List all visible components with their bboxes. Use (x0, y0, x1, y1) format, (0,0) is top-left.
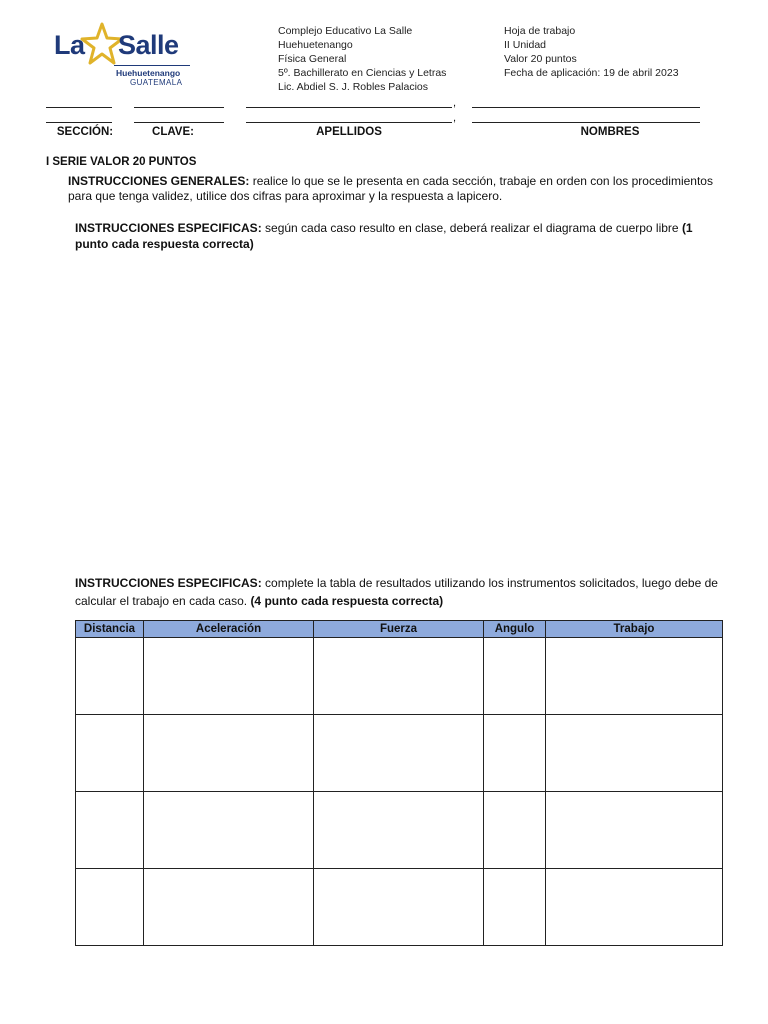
school-name: Complejo Educativo La Salle (278, 25, 413, 37)
diagram-answer-area[interactable] (75, 262, 722, 562)
aceleracion-cell[interactable] (144, 792, 314, 869)
angulo-cell[interactable] (484, 792, 546, 869)
sheet-type: Hoja de trabajo (504, 25, 576, 37)
logo-country: GUATEMALA (130, 78, 183, 87)
sheet-unit: II Unidad (504, 39, 547, 51)
clave-line-2[interactable] (134, 122, 224, 123)
specific-instructions-2 (75, 574, 725, 610)
results-table (75, 620, 723, 946)
table-row (76, 792, 723, 869)
distancia-cell[interactable] (76, 638, 144, 715)
school-city: Huehuetenango (278, 39, 353, 51)
apellidos-comma-2: , (453, 112, 457, 124)
column-header-angulo: Angulo (484, 621, 546, 638)
logo-city: Huehuetenango (116, 68, 181, 78)
table-row (76, 715, 723, 792)
sheet-date: Fecha de aplicación: 19 de abril 2023 (504, 67, 679, 79)
la-salle-logo (52, 22, 192, 92)
fuerza-cell[interactable] (314, 792, 484, 869)
clave-line-1[interactable] (134, 107, 224, 108)
nombres-label: NOMBRES (580, 126, 640, 138)
trabajo-cell[interactable] (546, 869, 723, 946)
fuerza-cell[interactable] (314, 869, 484, 946)
course-name: Física General (278, 53, 347, 65)
specific-instructions-1-label: INSTRUCCIONES ESPECIFICAS: (75, 221, 262, 235)
angulo-cell[interactable] (484, 869, 546, 946)
table-row (76, 869, 723, 946)
distancia-cell[interactable] (76, 792, 144, 869)
fuerza-cell[interactable] (314, 715, 484, 792)
column-header-aceleracion: Aceleración (144, 621, 314, 638)
angulo-cell[interactable] (484, 638, 546, 715)
seccion-line-2[interactable] (46, 122, 112, 123)
distancia-cell[interactable] (76, 869, 144, 946)
specific-instructions-1 (75, 220, 715, 252)
trabajo-cell[interactable] (546, 792, 723, 869)
nombres-line-1[interactable] (472, 107, 700, 108)
logo-divider (114, 65, 190, 66)
distancia-cell[interactable] (76, 715, 144, 792)
apellidos-comma-1: , (453, 97, 457, 109)
aceleracion-cell[interactable] (144, 869, 314, 946)
seccion-line-1[interactable] (46, 107, 112, 108)
teacher-name: Lic. Abdiel S. J. Robles Palacios (278, 81, 428, 93)
fuerza-cell[interactable] (314, 638, 484, 715)
specific-instructions-1-points: (1 punto cada respuesta correcta) (75, 221, 693, 251)
apellidos-line-2[interactable] (246, 122, 452, 123)
apellidos-label: APELLIDOS (316, 126, 382, 138)
general-instructions-text: realice lo que se le presenta en cada sección, trabaje en orden con los procedimientos para que tenga validez, utilice dos cifras para aproximar y la respuesta a lapicero. (68, 174, 713, 203)
logo-word-salle: Salle (118, 30, 179, 60)
nombres-line-2[interactable] (472, 122, 700, 123)
serie-title: I SERIE VALOR 20 PUNTOS (46, 156, 197, 168)
general-instructions (68, 174, 728, 204)
trabajo-cell[interactable] (546, 715, 723, 792)
specific-instructions-1-text: según cada caso resulto en clase, deberá realizar el diagrama de cuerpo libre (261, 221, 682, 235)
seccion-label: SECCIÓN: (56, 126, 114, 138)
aceleracion-cell[interactable] (144, 638, 314, 715)
table-row (76, 638, 723, 715)
apellidos-line-1[interactable] (246, 107, 452, 108)
column-header-trabajo: Trabajo (546, 621, 723, 638)
angulo-cell[interactable] (484, 715, 546, 792)
column-header-distancia: Distancia (76, 621, 144, 638)
specific-instructions-2-label: INSTRUCCIONES ESPECIFICAS: (75, 576, 262, 590)
grade-name: 5º. Bachillerato en Ciencias y Letras (278, 67, 447, 79)
general-instructions-label: INSTRUCCIONES GENERALES: (68, 174, 250, 188)
logo-word-la: La (54, 30, 85, 60)
sheet-value: Valor 20 puntos (504, 53, 577, 65)
column-header-fuerza: Fuerza (314, 621, 484, 638)
specific-instructions-2-text: complete la tabla de resultados utilizando los instrumentos solicitados, luego debe de calcular el trabajo en cada caso. (75, 576, 718, 608)
clave-label: CLAVE: (152, 126, 194, 138)
trabajo-cell[interactable] (546, 638, 723, 715)
specific-instructions-2-points: (4 punto cada respuesta correcta) (250, 594, 444, 608)
school-info (278, 24, 446, 94)
sheet-info (504, 24, 679, 80)
table-header-row (76, 621, 723, 638)
aceleracion-cell[interactable] (144, 715, 314, 792)
